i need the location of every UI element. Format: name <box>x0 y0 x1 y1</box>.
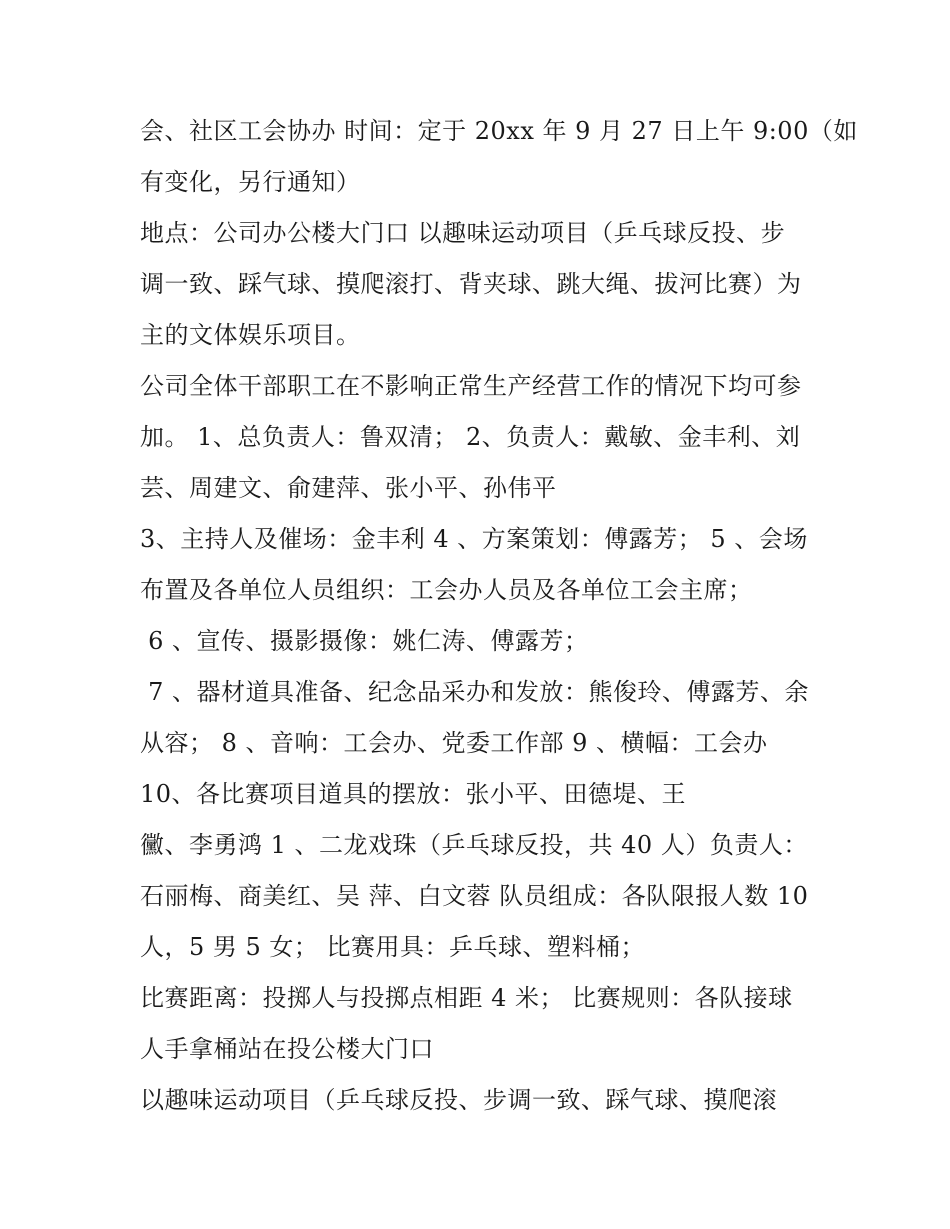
text-line: 会、社区工会协办 时间：定于 20xx 年 9 月 27 日上午 9:00（如 <box>140 117 858 145</box>
text-line: 加。 1、总负责人：鲁双清； 2、负责人：戴敏、金丰利、刘 <box>140 423 801 451</box>
text-line: 比赛距离：投掷人与投掷点相距 4 米； 比赛规则：各队接球 <box>140 984 793 1012</box>
text-line: 地点：公司办公楼大门口 以趣味运动项目（乒乓球反投、步 <box>140 219 786 247</box>
text-line: 10、各比赛项目道具的摆放：张小平、田德堤、王 <box>140 780 687 808</box>
text-line: 石丽梅、商美红、吴 萍、白文蓉 队员组成：各队限报人数 10 <box>140 882 809 910</box>
text-line: 调一致、踩气球、摸爬滚打、背夹球、跳大绳、拔河比赛）为 <box>140 270 802 298</box>
text-line: 公司全体干部职工在不影响正常生产经营工作的情况下均可参 <box>140 372 802 400</box>
text-line: 3、主持人及催场：金丰利 4 、方案策划：傅露芳； 5 、会场 <box>140 525 808 553</box>
text-line: 有变化，另行通知） <box>140 168 361 196</box>
text-line: 人，5 男 5 女； 比赛用具：乒乓球、塑料桶； <box>140 933 646 961</box>
text-line: 以趣味运动项目（乒乓球反投、步调一致、踩气球、摸爬滚 <box>140 1086 777 1114</box>
text-line: 7 、器材道具准备、纪念品采办和发放：熊俊玲、傅露芳、余 <box>140 678 810 706</box>
text-line: 从容； 8 、音响：工会办、党委工作部 9 、横幅：工会办 <box>140 729 768 757</box>
text-line: 6 、宣传、摄影摄像：姚仁涛、傅露芳； <box>140 627 589 655</box>
text-line: 布置及各单位人员组织：工会办人员及各单位工会主席； <box>140 576 753 604</box>
text-line: 黴、李勇鸿 1 、二龙戏珠（乒乓球反投，共 40 人）负责人： <box>140 831 808 859</box>
document-body <box>140 106 858 1126</box>
text-line: 人手拿桶站在投公楼大门口 <box>140 1035 434 1063</box>
text-line: 芸、周建文、俞建萍、张小平、孙伟平 <box>140 474 557 502</box>
text-line: 主的文体娱乐项目。 <box>140 321 361 349</box>
